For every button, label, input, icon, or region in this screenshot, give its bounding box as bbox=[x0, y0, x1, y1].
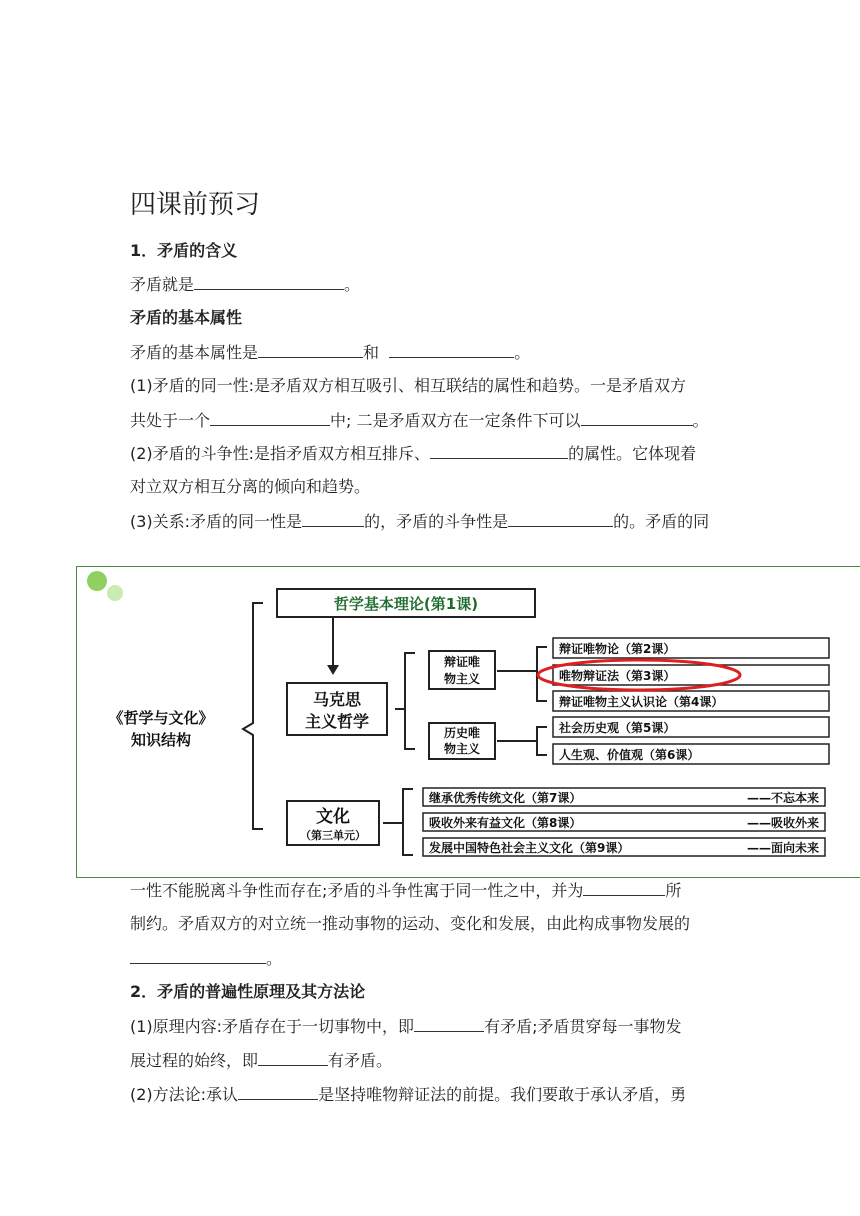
item-label: 社会历史观（第5课） bbox=[559, 721, 676, 735]
historic-bracket bbox=[497, 727, 547, 755]
relation-line-4: 。 bbox=[130, 948, 282, 969]
page-heading: 四课前预习 bbox=[130, 190, 261, 220]
identity-line-2: 共处于一个 中; 二是矛盾双方在一定条件下可以 。 bbox=[130, 411, 709, 430]
culture-item-right: ——不忘本来 bbox=[746, 791, 819, 805]
relation-line-1: (3)关系:矛盾的同一性是 的，矛盾的斗争性是 的。矛盾的同 bbox=[130, 512, 710, 531]
item-label: 唯物辩证法（第3课） bbox=[559, 669, 676, 683]
root-title: 《哲学与文化》 bbox=[108, 709, 214, 727]
dialectic-line1: 辩证唯 bbox=[443, 655, 481, 669]
culture-line1: 文化 bbox=[316, 807, 350, 827]
answer-blank[interactable] bbox=[389, 342, 514, 358]
answer-blank[interactable] bbox=[430, 443, 568, 459]
answer-blank[interactable] bbox=[258, 1050, 328, 1066]
section1-title: 1．矛盾的含义 bbox=[130, 241, 238, 260]
item-label: 人生观、价值观（第6课） bbox=[559, 748, 700, 762]
bubble-decoration bbox=[87, 571, 107, 591]
relation-line-2: 一性不能脱离斗争性而存在;矛盾的斗争性寓于同一性之中，并为 所 bbox=[130, 881, 682, 900]
answer-blank[interactable] bbox=[581, 410, 693, 426]
culture-item-left: 吸收外来有益文化（第8课） bbox=[429, 816, 582, 830]
answer-blank[interactable] bbox=[302, 511, 364, 527]
answer-blank[interactable] bbox=[258, 342, 363, 358]
item-label: 辩证唯物主义认识论（第4课） bbox=[559, 695, 724, 709]
answer-blank[interactable] bbox=[210, 410, 330, 426]
attr-title: 矛盾的基本属性 bbox=[130, 308, 243, 327]
culture-line2: （第三单元） bbox=[300, 829, 366, 842]
culture-item-right: ——面向未来 bbox=[746, 841, 819, 855]
diagram-svg bbox=[77, 567, 860, 877]
answer-blank[interactable] bbox=[508, 511, 613, 527]
bubble-decoration bbox=[107, 585, 123, 601]
answer-blank[interactable] bbox=[414, 1016, 484, 1032]
culture-item-right: ——吸收外来 bbox=[746, 816, 819, 830]
answer-blank[interactable] bbox=[583, 880, 665, 896]
answer-blank[interactable] bbox=[238, 1084, 318, 1100]
historic-line1: 历史唯 bbox=[443, 726, 481, 740]
root-subtitle: 知识结构 bbox=[130, 731, 192, 749]
main-bracket bbox=[243, 603, 263, 829]
item-label: 辩证唯物论（第2课） bbox=[559, 642, 676, 656]
relation-line-3: 制约。矛盾双方的对立统一推动事物的运动、变化和发展，由此构成事物发展的 bbox=[130, 914, 691, 933]
answer-blank[interactable] bbox=[130, 948, 266, 964]
answer-blank[interactable] bbox=[194, 274, 344, 290]
universality-line-2: 展过程的始终，即 有矛盾。 bbox=[130, 1051, 393, 1070]
struggle-line-1: (2)矛盾的斗争性:是指矛盾双方相互排斥、 的属性。它体现着 bbox=[130, 444, 697, 463]
universality-line-1: (1)原理内容:矛盾存在于一切事物中，即 有矛盾;矛盾贯穿每一事物发 bbox=[130, 1017, 682, 1036]
culture-item-left: 继承优秀传统文化（第7课） bbox=[429, 791, 582, 805]
methodology-line: (2)方法论:承认 是坚持唯物辩证法的前提。我们要敢于承认矛盾，勇 bbox=[130, 1085, 687, 1104]
top-box-label: 哲学基本理论(第1课) bbox=[333, 595, 479, 613]
identity-line-1: (1)矛盾的同一性:是矛盾双方相互吸引、相互联结的属性和趋势。一是矛盾双方 bbox=[130, 376, 687, 395]
dialectic-line2: 物主义 bbox=[443, 672, 481, 686]
attr-line: 矛盾的基本属性是 和 。 bbox=[130, 343, 531, 362]
definition-line: 矛盾就是 。 bbox=[130, 275, 361, 294]
marxism-bracket bbox=[395, 653, 415, 749]
marxism-line2: 主义哲学 bbox=[304, 712, 370, 731]
historic-line2: 物主义 bbox=[443, 742, 481, 756]
struggle-line-2: 对立双方相互分离的倾向和趋势。 bbox=[130, 477, 371, 496]
culture-bracket bbox=[383, 789, 413, 855]
marxism-line1: 马克思 bbox=[312, 690, 362, 709]
culture-item-left: 发展中国特色社会主义文化（第9课） bbox=[429, 841, 630, 855]
arrow-down-icon bbox=[327, 665, 339, 675]
knowledge-structure-diagram bbox=[76, 566, 860, 878]
section2-title: 2．矛盾的普遍性原理及其方法论 bbox=[130, 982, 366, 1001]
